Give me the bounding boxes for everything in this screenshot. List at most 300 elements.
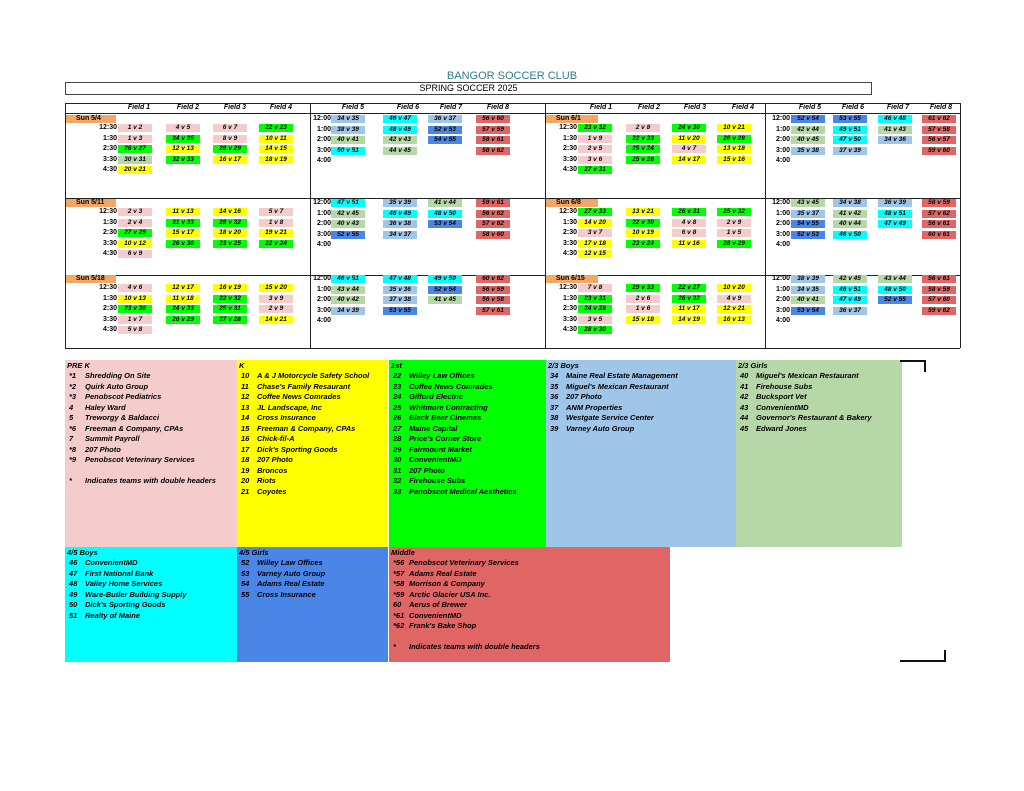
legend-item <box>738 371 900 382</box>
team-number: 35 <box>550 381 559 391</box>
team-name: Fairmount Market <box>409 444 472 454</box>
game-cell: 28 v 30 <box>578 326 612 334</box>
field-header: Field 5 <box>798 104 822 111</box>
field-header: Field 2 <box>637 104 661 111</box>
game-cell: 6 v 9 <box>118 250 152 258</box>
game-cell: 2 v 9 <box>259 305 293 313</box>
game-cell: 26 v 32 <box>672 295 706 303</box>
team-number: *6 <box>69 423 77 433</box>
team-number: 14 <box>241 413 250 422</box>
game-cell: 26 v 31 <box>672 208 706 216</box>
team-name: Quirk Auto Group <box>85 381 149 391</box>
game-cell: 23 v 30 <box>118 305 152 313</box>
time-label: 2:30 <box>102 305 117 312</box>
team-name: Haley Ward <box>85 402 126 412</box>
legend-item <box>391 642 668 653</box>
game-cell: 13 v 21 <box>626 208 660 216</box>
game-cell: 4 v 9 <box>717 295 751 303</box>
legend-title: Middle <box>391 548 415 557</box>
time-label: 1:30 <box>102 134 117 142</box>
legend-item <box>239 424 386 435</box>
team-number: 10 <box>241 371 250 380</box>
field-header: Field 7 <box>439 104 463 111</box>
game-cell: 1 v 3 <box>118 135 152 143</box>
game-cell: 15 v 17 <box>166 229 200 237</box>
game-cell: 43 v 44 <box>878 275 912 283</box>
legend-item <box>67 600 235 611</box>
game-cell: 22 v 33 <box>626 135 660 143</box>
game-cell: 22 v 24 <box>259 240 293 248</box>
time-label: 4:00 <box>316 317 331 324</box>
game-cell: 14 v 16 <box>213 208 247 216</box>
game-cell: 40 v 41 <box>331 136 365 144</box>
game-cell: 34 v 35 <box>331 115 365 123</box>
game-cell: 16 v 19 <box>213 284 247 292</box>
legend-title: 4/5 Boys <box>67 548 98 557</box>
team-number: 51 <box>69 610 78 620</box>
team-number: 7 <box>69 434 74 443</box>
game-cell: 56 v 62 <box>476 210 510 218</box>
team-number: 53 <box>241 568 250 578</box>
team-number: 24 <box>393 392 402 401</box>
team-number: 31 <box>393 465 402 475</box>
game-cell: 14 v 17 <box>672 156 706 164</box>
legend-title: 2/3 Girls <box>738 361 768 370</box>
team-name: Morrison & Company <box>409 579 485 588</box>
game-cell: 3 v 7 <box>578 229 612 237</box>
legend-item <box>67 579 235 590</box>
team-number: 29 <box>393 444 402 454</box>
game-cell: 38 v 39 <box>791 275 825 283</box>
team-number: 12 <box>241 392 250 401</box>
legend-item <box>391 579 668 590</box>
game-cell: 57 v 62 <box>476 220 510 228</box>
game-cell: 2 v 6 <box>626 295 660 303</box>
game-cell: 12 v 21 <box>717 305 751 313</box>
team-name: Cross Insurance <box>257 413 316 422</box>
game-cell: 46 v 50 <box>833 231 867 239</box>
time-label: 1:30 <box>102 294 117 302</box>
legend-item <box>391 487 544 498</box>
game-cell: 15 v 16 <box>717 156 751 164</box>
game-cell: 4 v 7 <box>672 145 706 153</box>
corner-mark-top-right <box>900 360 926 372</box>
legend-title: K <box>239 361 245 370</box>
day-label: Sun 6/8 <box>546 199 598 207</box>
team-name: Penobscot Pediatrics <box>85 392 162 401</box>
legend-item <box>239 466 386 477</box>
game-cell: 1 v 5 <box>717 229 751 237</box>
team-number: 5 <box>69 413 74 422</box>
legend-item <box>391 476 544 487</box>
game-cell: 35 v 38 <box>791 147 825 155</box>
legend-item <box>67 371 235 382</box>
legend-item <box>391 558 668 569</box>
legend-item <box>738 382 900 393</box>
game-cell: 34 v 36 <box>878 136 912 144</box>
legend-item <box>67 466 235 477</box>
game-cell: 46 v 47 <box>383 115 417 123</box>
team-name: Chick-fil-A <box>257 434 295 443</box>
game-cell: 10 v 20 <box>717 284 751 292</box>
legend-title: PRE K <box>67 361 90 370</box>
team-name: A & J Motorcycle Safety School <box>257 371 370 380</box>
field-header: Field 5 <box>341 104 365 111</box>
game-cell: 8 v 9 <box>213 135 247 143</box>
team-number: *58 <box>393 579 405 588</box>
legend-item <box>239 590 386 601</box>
team-number: 45 <box>740 423 749 433</box>
game-cell: 2 v 9 <box>717 219 751 227</box>
game-cell: 23 v 25 <box>213 240 247 248</box>
time-label: 3:00 <box>316 146 331 154</box>
legend-item <box>548 413 734 424</box>
game-cell: 12 v 15 <box>578 250 612 258</box>
game-cell: 1 v 6 <box>626 305 660 313</box>
time-label: 1:30 <box>562 294 577 302</box>
legend-middle <box>389 547 670 662</box>
game-cell: 58 v 61 <box>476 136 510 144</box>
game-cell: 17 v 18 <box>578 240 612 248</box>
team-name: Riots <box>257 476 276 485</box>
team-name: Dick's Sporting Goods <box>85 600 166 609</box>
time-label: 2:00 <box>775 220 790 227</box>
field-header: Field 6 <box>396 104 420 111</box>
game-cell: 12 v 17 <box>166 284 200 292</box>
game-cell: 1 v 7 <box>118 316 152 324</box>
game-cell: 11 v 17 <box>672 305 706 313</box>
game-cell: 3 v 9 <box>259 295 293 303</box>
time-label: 12:30 <box>559 208 577 215</box>
legend-g45 <box>237 547 388 662</box>
field-header: Field 4 <box>269 104 293 111</box>
team-number: 54 <box>241 579 250 588</box>
team-number: *1 <box>69 371 77 380</box>
game-cell: 18 v 19 <box>259 156 293 164</box>
game-cell: 60 v 62 <box>476 275 510 283</box>
game-cell: 12 v 13 <box>166 145 200 153</box>
game-cell: 57 v 60 <box>922 296 956 304</box>
game-cell: 48 v 50 <box>878 286 912 294</box>
team-name: Bucksport Vet <box>756 392 807 401</box>
time-label: 2:00 <box>316 220 331 227</box>
game-cell: 6 v 8 <box>672 229 706 237</box>
legend-item <box>738 424 900 435</box>
legend-item <box>738 392 900 403</box>
team-name: 207 Photo <box>409 465 445 475</box>
time-label: 2:00 <box>316 296 331 303</box>
game-cell: 7 v 8 <box>578 284 612 292</box>
team-name: Gifford Electric <box>409 392 464 401</box>
game-cell: 1 v 2 <box>118 124 152 132</box>
team-number: *56 <box>393 558 405 567</box>
team-number: *3 <box>69 392 77 401</box>
team-name: JL Landscape, Inc <box>257 402 322 412</box>
team-name: Penobscot Veterinary Services <box>409 558 519 567</box>
team-name: Valley Home Services <box>85 579 163 588</box>
time-label: 4:00 <box>775 317 790 324</box>
time-label: 4:30 <box>102 250 117 257</box>
team-name: Realty of Maine <box>85 610 141 620</box>
time-label: 4:00 <box>775 157 790 164</box>
legend-item <box>67 445 235 456</box>
time-label: 3:30 <box>102 239 117 247</box>
team-number: 36 <box>550 392 559 401</box>
team-number: 48 <box>69 579 78 588</box>
time-label: 2:00 <box>775 296 790 303</box>
game-cell: 53 v 54 <box>428 220 462 228</box>
game-cell: 47 v 51 <box>331 199 365 207</box>
legend-item <box>67 455 235 466</box>
game-cell: 47 v 48 <box>383 275 417 283</box>
game-cell: 56 v 61 <box>922 275 956 283</box>
game-cell: 52 v 53 <box>791 231 825 239</box>
legend-item <box>391 445 544 456</box>
game-cell: 22 v 27 <box>672 284 706 292</box>
game-cell: 25 v 26 <box>626 156 660 164</box>
game-cell: 26 v 29 <box>166 316 200 324</box>
time-label: 1:00 <box>775 209 790 217</box>
corner-mark-bottom-right <box>900 650 946 662</box>
game-cell: 5 v 8 <box>118 326 152 334</box>
team-name: Cross Insurance <box>257 589 316 599</box>
field-header: Field 3 <box>683 104 707 111</box>
game-cell: 49 v 51 <box>833 126 867 134</box>
time-label: 12:00 <box>772 275 790 282</box>
game-cell: 15 v 20 <box>259 284 293 292</box>
game-cell: 56 v 60 <box>476 115 510 123</box>
time-label: 1:00 <box>775 285 790 293</box>
game-cell: 36 v 37 <box>833 307 867 315</box>
game-cell: 10 v 12 <box>118 240 152 248</box>
game-cell: 22 v 30 <box>626 219 660 227</box>
game-cell: 24 v 30 <box>672 124 706 132</box>
game-cell: 42 v 44 <box>791 126 825 134</box>
game-cell: 6 v 7 <box>213 124 247 132</box>
team-number: 34 <box>550 371 559 380</box>
game-cell: 58 v 62 <box>476 147 510 155</box>
game-cell: 40 v 45 <box>791 136 825 144</box>
game-cell: 49 v 50 <box>428 275 462 283</box>
time-label: 12:30 <box>559 284 577 291</box>
game-cell: 34 v 35 <box>166 135 200 143</box>
game-cell: 59 v 62 <box>922 307 956 315</box>
game-cell: 13 v 18 <box>717 145 751 153</box>
day-label: Sun 5/4 <box>66 115 116 123</box>
team-number: *57 <box>393 568 405 578</box>
team-name: Black Bear Cinemas <box>409 413 482 422</box>
legend-item <box>239 487 386 498</box>
legend-item <box>391 621 668 632</box>
team-name: ConvenientMD <box>409 455 462 464</box>
legend-item <box>67 611 235 622</box>
game-cell: 54 v 55 <box>428 136 462 144</box>
legend-item <box>67 392 235 403</box>
game-cell: 57 v 61 <box>476 307 510 315</box>
game-cell: 2 v 5 <box>578 145 612 153</box>
team-name: Chase's Family Resaurant <box>257 381 351 391</box>
game-cell: 25 v 24 <box>626 145 660 153</box>
game-cell: 50 v 51 <box>331 147 365 155</box>
team-number: 30 <box>393 455 402 464</box>
legend-title: 1st <box>391 361 402 370</box>
legend-item <box>67 476 235 487</box>
team-number: 50 <box>69 600 78 609</box>
game-cell: 4 v 6 <box>118 284 152 292</box>
team-number: 19 <box>241 465 250 475</box>
time-label: 4:00 <box>316 157 331 164</box>
time-label: 4:30 <box>562 166 577 173</box>
game-cell: 42 v 45 <box>331 210 365 218</box>
game-cell: 35 v 36 <box>383 286 417 294</box>
game-cell: 11 v 13 <box>166 208 200 216</box>
team-name: Freeman & Company, CPAs <box>85 423 184 433</box>
legend-item <box>391 569 668 580</box>
legend-item <box>738 413 900 424</box>
team-name: Maine Capital <box>409 423 458 433</box>
game-cell: 47 v 49 <box>833 296 867 304</box>
team-name: Varney Auto Group <box>257 568 326 578</box>
time-label: 2:30 <box>102 229 117 236</box>
game-cell: 36 v 38 <box>383 220 417 228</box>
game-cell: 52 v 55 <box>878 296 912 304</box>
game-cell: 34 v 37 <box>383 231 417 239</box>
game-cell: 61 v 62 <box>922 115 956 123</box>
time-label: 3:00 <box>316 306 331 314</box>
team-number: 13 <box>241 402 250 412</box>
time-label: 12:00 <box>313 275 331 282</box>
team-name: Whitmore Contracting <box>409 402 488 412</box>
grid-line <box>65 348 960 349</box>
team-name: Penobscot Medical Aesthetics <box>409 486 517 496</box>
legend-item <box>67 558 235 569</box>
game-cell: 15 v 18 <box>626 316 660 324</box>
game-cell: 14 v 20 <box>578 219 612 227</box>
game-cell: 58 v 60 <box>476 231 510 239</box>
game-cell: 56 v 58 <box>476 296 510 304</box>
game-cell: 1 v 8 <box>259 219 293 227</box>
game-cell: 57 v 58 <box>922 126 956 134</box>
game-cell: 28 v 29 <box>213 145 247 153</box>
team-name: Broncos <box>257 465 288 475</box>
game-cell: 57 v 62 <box>922 210 956 218</box>
game-cell: 31 v 33 <box>166 219 200 227</box>
game-cell: 26 v 27 <box>118 145 152 153</box>
time-label: 12:30 <box>99 124 117 131</box>
game-cell: 52 v 54 <box>791 115 825 123</box>
team-number: 23 <box>393 381 402 391</box>
team-number: *2 <box>69 381 77 391</box>
game-cell: 10 v 11 <box>259 135 293 143</box>
field-header: Field 6 <box>841 104 865 111</box>
time-label: 12:00 <box>772 115 790 122</box>
team-number: 41 <box>740 381 749 391</box>
game-cell: 44 v 45 <box>383 147 417 155</box>
time-label: 2:00 <box>316 136 331 143</box>
team-name: Summit Payroll <box>85 434 140 443</box>
game-cell: 2 v 8 <box>626 124 660 132</box>
game-cell: 36 v 37 <box>428 115 462 123</box>
time-label: 12:00 <box>772 199 790 206</box>
game-cell: 2 v 3 <box>118 208 152 216</box>
legend-item <box>548 382 734 393</box>
legend-item <box>738 403 900 414</box>
team-name: Maine Real Estate Management <box>566 371 678 380</box>
time-label: 1:00 <box>316 125 331 133</box>
game-cell: 48 v 51 <box>878 210 912 218</box>
team-name: Willey Law Offices <box>257 558 323 567</box>
team-name: Coffee News Comrades <box>257 392 341 401</box>
team-number: 11 <box>241 381 249 391</box>
game-cell: 28 v 32 <box>213 219 247 227</box>
game-cell: 40 v 42 <box>331 296 365 304</box>
game-cell: 53 v 55 <box>833 115 867 123</box>
game-cell: 34 v 35 <box>791 286 825 294</box>
game-cell: 34 v 39 <box>331 307 365 315</box>
game-cell: 11 v 18 <box>166 295 200 303</box>
legend-item <box>239 413 386 424</box>
time-label: 2:30 <box>102 145 117 152</box>
game-cell: 27 v 29 <box>118 229 152 237</box>
time-label: 4:30 <box>102 166 117 173</box>
grid-line <box>65 103 66 348</box>
legend-item <box>391 371 544 382</box>
legend-item <box>239 445 386 456</box>
game-cell: 59 v 60 <box>922 147 956 155</box>
legend-b45 <box>65 547 237 662</box>
time-label: 1:30 <box>102 218 117 226</box>
game-cell: 10 v 21 <box>717 124 751 132</box>
legend-item <box>391 466 544 477</box>
game-cell: 56 v 59 <box>476 286 510 294</box>
team-name: Coffee News Comrades <box>409 381 493 391</box>
game-cell: 42 v 43 <box>383 136 417 144</box>
legend-prek <box>65 360 237 547</box>
time-label: 4:30 <box>562 250 577 257</box>
team-number: 55 <box>241 589 250 599</box>
game-cell: 58 v 59 <box>922 199 956 207</box>
legend-item <box>391 413 544 424</box>
team-number: 47 <box>69 568 78 578</box>
time-label: 12:30 <box>99 208 117 215</box>
team-name: Ware-Butler Building Supply <box>85 589 187 599</box>
team-number: 52 <box>241 558 250 567</box>
game-cell: 14 v 19 <box>672 316 706 324</box>
time-label: 12:30 <box>559 124 577 131</box>
team-name: Shredding On Site <box>85 371 151 380</box>
team-name: 207 Photo <box>566 392 602 401</box>
team-name: ConvenientMD <box>409 610 462 620</box>
legend-item <box>239 434 386 445</box>
team-number: 44 <box>740 413 749 422</box>
legend-item <box>239 579 386 590</box>
game-cell: 24 v 33 <box>166 305 200 313</box>
team-name: Governor's Restaurant & Bakery <box>756 413 872 422</box>
team-name: Arctic Glacier USA Inc. <box>409 589 491 599</box>
game-cell: 54 v 55 <box>791 220 825 228</box>
game-cell: 23 v 24 <box>626 240 660 248</box>
game-cell: 41 v 42 <box>833 210 867 218</box>
game-cell: 37 v 38 <box>383 296 417 304</box>
game-cell: 57 v 59 <box>476 126 510 134</box>
game-cell: 4 v 5 <box>166 124 200 132</box>
game-cell: 22 v 23 <box>259 124 293 132</box>
time-label: 3:30 <box>102 315 117 323</box>
team-name: Indicates teams with double headers <box>409 642 540 651</box>
game-cell: 14 v 15 <box>259 145 293 153</box>
game-cell: 3 v 5 <box>578 316 612 324</box>
time-label: 2:30 <box>562 229 577 236</box>
